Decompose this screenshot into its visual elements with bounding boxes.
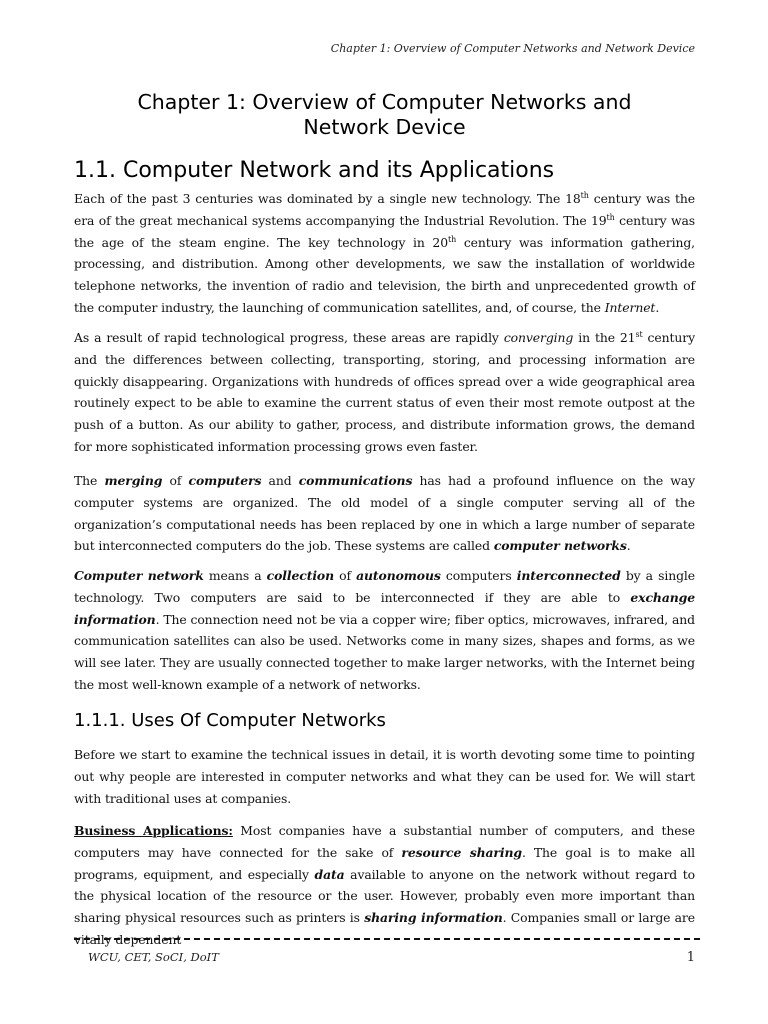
chapter-title — [74, 90, 695, 140]
running-header: Chapter 1: Overview of Computer Networks and Network Device — [330, 42, 695, 55]
page-number: 1 — [686, 950, 695, 965]
subsection-heading: 1.1.1. Uses Of Computer Networks — [74, 710, 386, 731]
paragraph-history: Each of the past 3 centuries was dominated by a single new technology. The 18th century was the era of the great mechanical systems accompanying the Industrial Revolution. The 19th century was the age of the steam engine. The key technology in 20th century was information gathering, processing, and distribution. Among other developments, we saw the installation of worldwide telephone networks, the invention of radio and television, the birth and unprecedented growth of the computer industry, the launching of communication satellites, and, of course, the Internet. — [74, 190, 695, 315]
section-heading: 1.1. Computer Network and its Applications — [74, 158, 555, 183]
paragraph-merging: The merging of computers and communications has had a profound influence on the way computer systems are organized. The old model of a single computer serving all of the organization’s computational needs has been replaced by one in which a large number of separate but interconnected computers do the job. These systems are called computer networks. — [74, 473, 695, 554]
paragraph-business-applications: Business Applications: Most companies have a substantial number of computers, and these computers may have connected for the sake of resource sharing. The goal is to make all programs, equipment, and especially data available to anyone on the network without regard to the physical location of the resource or the user. However, probably even more important than sharing physical resources such as printers is sharing information. Companies small or large are vitally dependent — [74, 823, 695, 947]
footer-divider — [74, 938, 700, 940]
chapter-title-line-2: Network Device — [303, 115, 466, 139]
paragraph-uses-intro: Before we start to examine the technical issues in detail, it is worth devoting some time to pointing out why people are interested in computer networks and what they can be used for. We will start with traditional uses at companies. — [74, 747, 695, 806]
footer-institution: WCU, CET, SoCI, DoIT — [88, 950, 219, 964]
paragraph-definition: Computer network means a collection of autonomous computers interconnected by a single technology. Two computers are said to be interconnected if they are able to exchange information. The connection need not be via a copper wire; fiber optics, microwaves, infrared, and communication satellites can also be used. Networks come in many sizes, shapes and forms, as we will see later. They are usually connected together to make larger networks, with the Internet being the most well-known example of a network of networks. — [74, 568, 696, 692]
paragraph-convergence: As a result of rapid technological progress, these areas are rapidly converging in the 21st century and the differences between collecting, transporting, storing, and processing information are quickly disappearing. Organizations with hundreds of offices spread over a wide geographical area routinely expect to be able to examine the current status of even their most remote outpost at the push of a button. As our ability to gather, process, and distribute information grows, the demand for more sophisticated information processing grows even faster. — [74, 329, 695, 454]
chapter-title-line-1: Chapter 1: Overview of Computer Networks and — [137, 90, 632, 114]
